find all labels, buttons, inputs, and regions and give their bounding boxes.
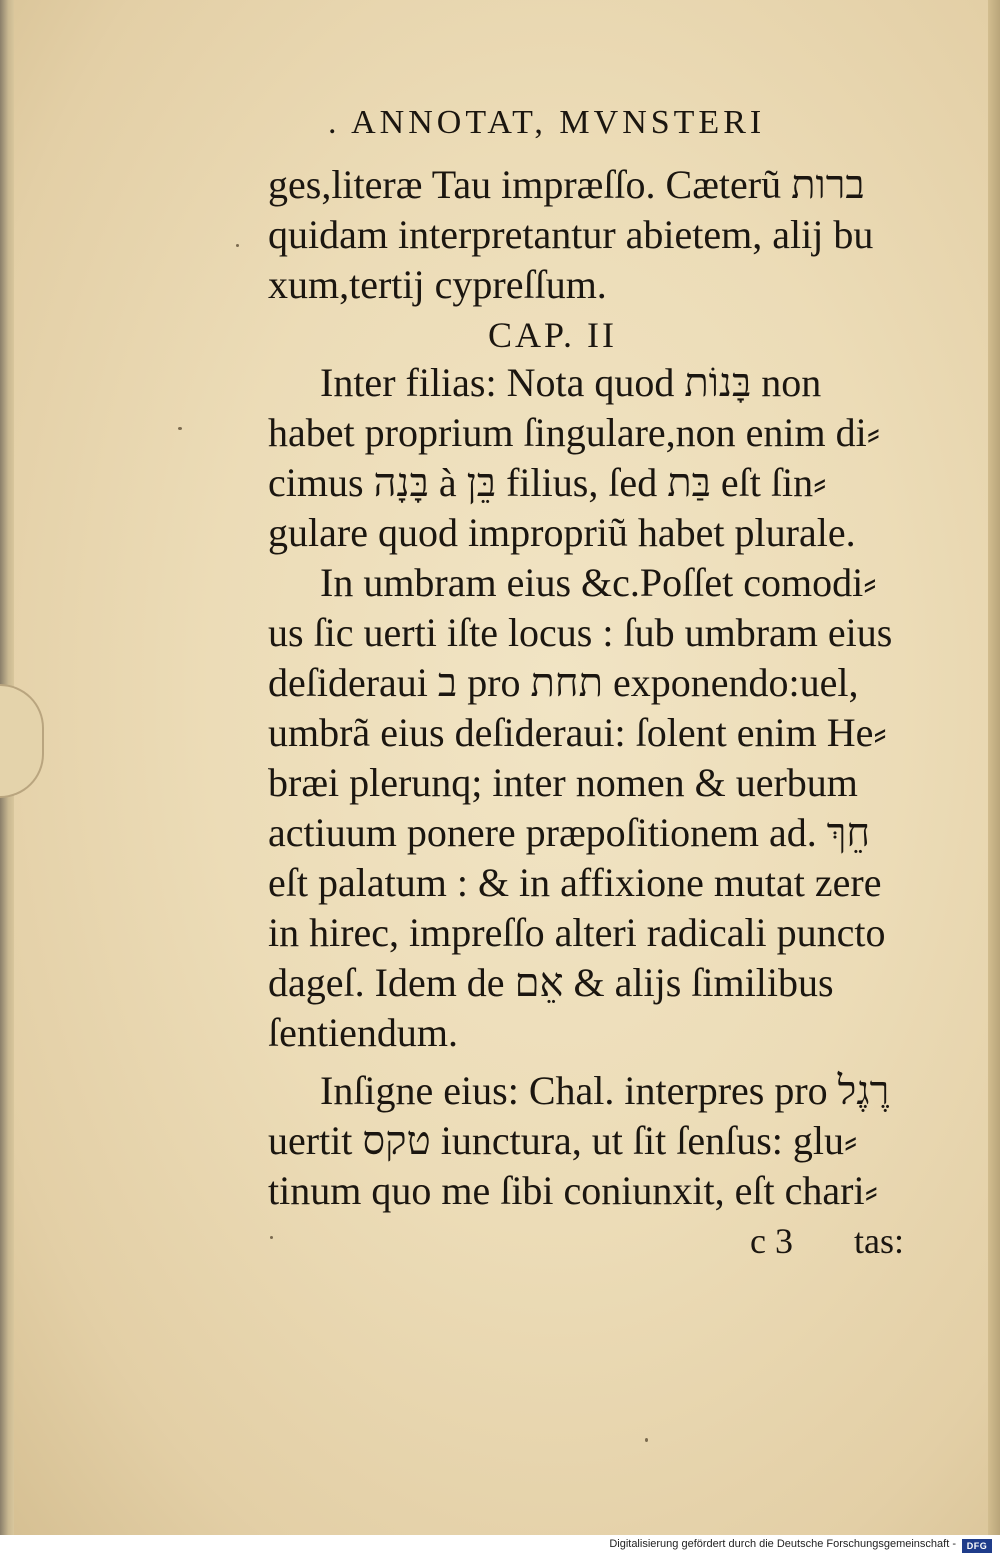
text-line: bræi plerunq; inter nomen & uerbum xyxy=(268,760,858,805)
funding-notice: Digitalisierung gefördert durch die Deutsche Forschungsgemeinschaft - xyxy=(609,1538,956,1550)
text-line: habet proprium ſingulare,non enim di⸗ xyxy=(268,410,881,455)
digitization-footer xyxy=(0,1535,1000,1558)
text-line: tinum quo me ſibi coniunxit, eſt chari⸗ xyxy=(268,1168,878,1213)
text-line: in hirec, impreſſo alteri radicali puncto xyxy=(268,910,886,955)
text-line: eſt palatum : & in affixione mutat zere xyxy=(268,860,882,905)
signature-mark: c 3 xyxy=(750,1221,793,1261)
paper-speck xyxy=(270,1236,273,1239)
text-line: uertit טקס iunctura, ut ſit ſenſus: glu⸗ xyxy=(268,1118,858,1163)
text-line: Inter filias: Nota quod בָּנוֹת non xyxy=(320,360,822,405)
text-line: cimus בָּנָה à בֵּן filius, ſed בַּת eſt ſin⸗ xyxy=(268,460,827,505)
text-line: actiuum ponere præpoſitionem ad. חֵךְ xyxy=(268,810,871,855)
text-line: umbrã eius deſideraui: ſolent enim He⸗ xyxy=(268,710,887,755)
text-line: gulare quod impropriũ habet plurale. xyxy=(268,510,856,555)
paper-speck xyxy=(645,1438,648,1442)
catchword: tas: xyxy=(854,1221,904,1261)
text-line: ſentiendum. xyxy=(268,1010,458,1055)
text-line: xum,tertij cypreſſum. xyxy=(268,262,607,307)
running-head: . ANNOTAT, MVNSTERI xyxy=(328,104,766,141)
text-line: quidam interpretantur abietem, alij bu xyxy=(268,212,874,257)
text-line: us ſic uerti iſte locus : ſub umbram eius xyxy=(268,610,893,655)
dfg-logo: DFG xyxy=(962,1539,992,1553)
text-line: dageſ. Idem de אֵם & alijs ſimilibus xyxy=(268,960,834,1005)
text-line: deſideraui ב pro תחת exponendo:uel, xyxy=(268,660,859,705)
page-right-edge xyxy=(988,0,1000,1535)
chapter-heading: CAP. II xyxy=(488,315,618,355)
paper-speck xyxy=(236,244,239,247)
text-line: Inſigne eius: Chal. interpres pro רֶגֶל xyxy=(320,1068,890,1113)
text-line: ges,literæ Tau impræſſo. Cæterũ ברות xyxy=(268,162,865,207)
paper-speck xyxy=(178,427,182,430)
text-line: In umbram eius &c.Poſſet comodi⸗ xyxy=(320,560,877,605)
